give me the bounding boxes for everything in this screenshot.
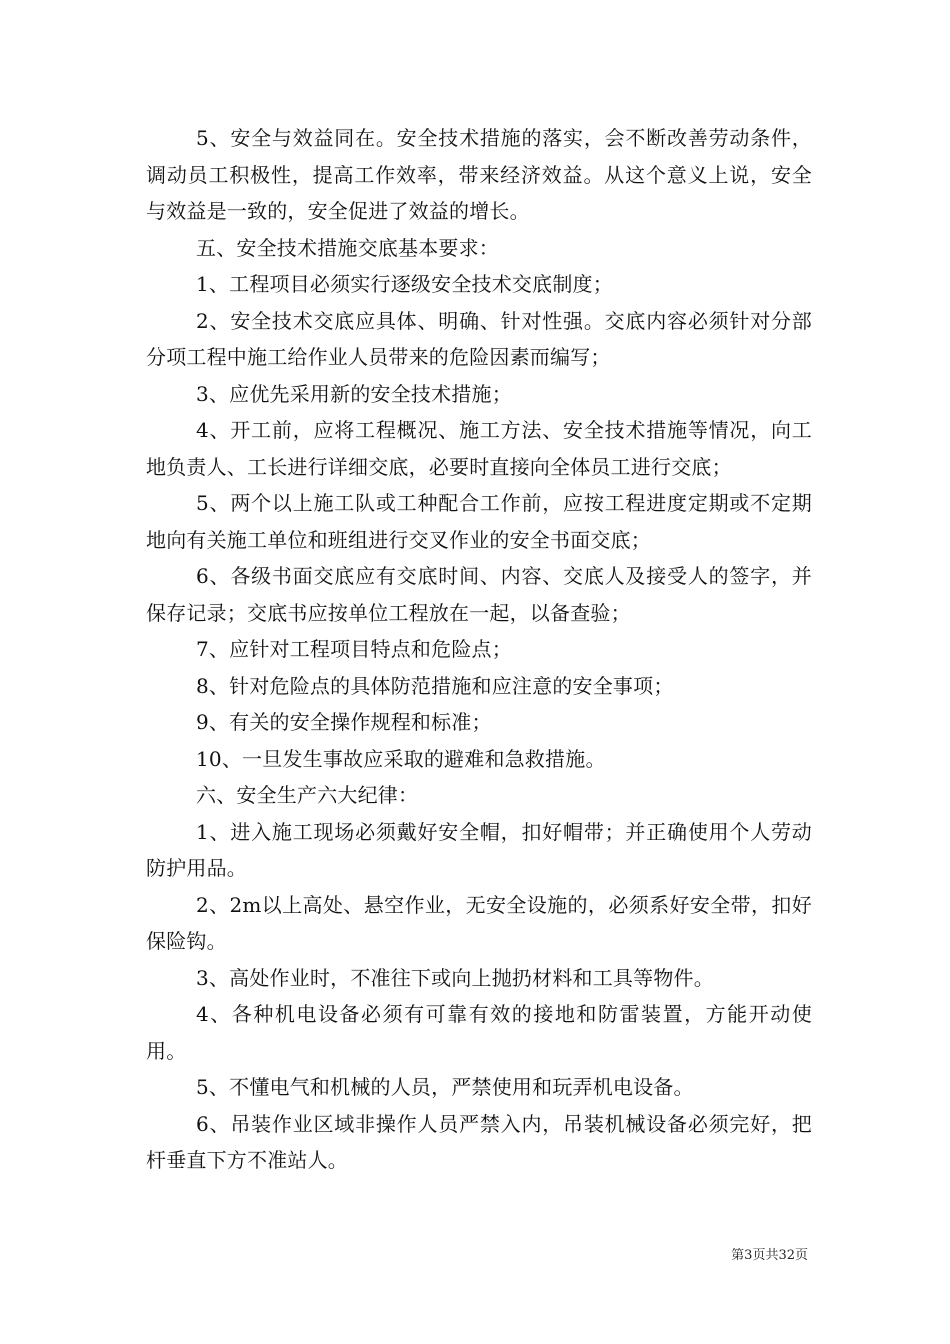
paragraph: 5、安全与效益同在。安全技术措施的落实，会不断改善劳动条件，调动员工积极性，提高工作效率，带来经济效益。从这个意义上说，安全与效益是一致的，安全促进了效益的增长。 — [146, 126, 812, 223]
paragraph: 5、不懂电气和机械的人员，严禁使用和玩弄机电设备。 — [196, 1075, 694, 1099]
paragraph: 1、工程项目必须实行逐级安全技术交底制度； — [196, 272, 613, 296]
section-heading: 五、安全技术措施交底基本要求： — [196, 235, 499, 260]
paragraph: 2、安全技术交底应具体、明确、针对性强。交底内容必须针对分部分项工程中施工给作业人员带来的危险因素而编写； — [146, 308, 812, 369]
paragraph: 1、进入施工现场必须戴好安全帽，扣好帽带；并正确使用个人劳动防护用品。 — [146, 819, 812, 880]
paragraph: 2、2m以上高处、悬空作业，无安全设施的，必须系好安全带，扣好保险钩。 — [146, 892, 812, 953]
paragraph: 5、两个以上施工队或工种配合工作前，应按工程进度定期或不定期地向有关施工单位和班组进行交叉作业的安全书面交底； — [146, 491, 812, 552]
page-number: 第3页共32页 — [731, 1248, 808, 1263]
paragraph: 6、各级书面交底应有交底时间、内容、交底人及接受人的签字，并保存记录；交底书应按单位工程放在一起，以备查验； — [146, 564, 812, 625]
paragraph: 4、各种机电设备必须有可靠有效的接地和防雷装置，方能开动使用。 — [146, 1002, 812, 1063]
section-heading: 六、安全生产六大纪律： — [196, 783, 419, 807]
paragraph: 3、高处作业时，不准往下或向上抛扔材料和工具等物件。 — [196, 965, 714, 990]
paragraph: 10、一旦发生事故应采取的避难和急救措施。 — [196, 746, 606, 771]
paragraph: 8、针对危险点的具体防范措施和应注意的安全事项； — [196, 673, 674, 698]
paragraph: 6、吊装作业区域非操作人员严禁入内，吊装机械设备必须完好，把杆垂直下方不准站人。 — [146, 1111, 812, 1172]
paragraph: 7、应针对工程项目特点和危险点； — [196, 637, 512, 661]
paragraph: 3、应优先采用新的安全技术措施； — [196, 381, 512, 406]
paragraph: 9、有关的安全操作规程和标准； — [196, 710, 492, 734]
paragraph: 4、开工前，应将工程概况、施工方法、安全技术措施等情况，向工地负责人、工长进行详细交底，必要时直接向全体员工进行交底； — [146, 418, 812, 479]
document-body — [146, 120, 812, 1179]
